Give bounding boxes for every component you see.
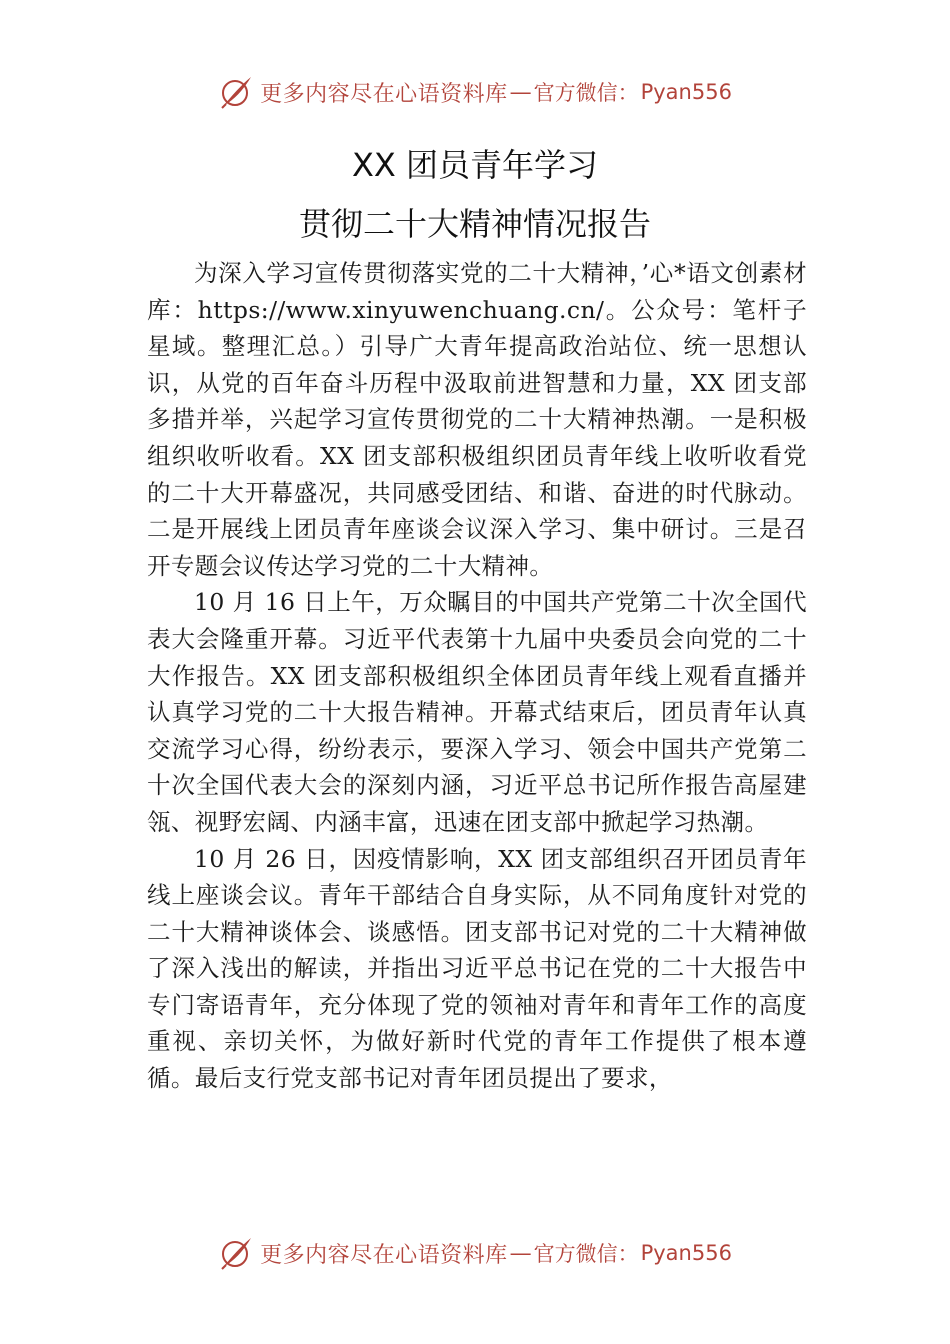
feather-pen-circle-icon (218, 1235, 254, 1271)
banner-label: 更多内容尽在心语资料库 (260, 1242, 508, 1268)
banner-label: 更多内容尽在心语资料库 (260, 81, 508, 107)
document-body (147, 255, 807, 1097)
wechat-label: 官方微信： (533, 1242, 639, 1266)
feather-pen-circle-icon (218, 74, 254, 110)
footer-banner (0, 1233, 950, 1273)
document-title-line2: 贯彻二十大精神情况报告 (298, 205, 651, 243)
wechat-id: Pyan556 (640, 1241, 732, 1265)
document-title-line1: XX 团员青年学习 (351, 146, 599, 184)
body-paragraph-3: 10 月 26 日，因疫情影响，XX 团支部组织召开团员青年线上座谈会议。青年干部结合自身实际，从不同角度针对党的二十大精神谈体会、谈感悟。团支部书记对党的二十大精神做了深入浅出的解读，并指出习近平总书记在党的二十大报告中专门寄语青年，充分体现了党的领袖对青年和青年工作的高度重视、亲切关怀，为做好新时代党的青年工作提供了根本遵循。最后支行党支部书记对青年团员提出了要求， (147, 844, 807, 1093)
banner-separator: — (509, 1240, 532, 1266)
header-banner (0, 72, 950, 112)
banner-separator: — (509, 79, 532, 105)
wechat-label: 官方微信： (533, 81, 639, 105)
body-paragraph-1: 为深入学习宣传贯彻落实党的二十大精神，’心*语文创素材库：https://www.xinyuwenchuang.cn/。公众号：笔杆子星域。整理汇总。）引导广大青年提高政治站位、统一思想认识，从党的百年奋斗历程中汲取前进智慧和力量，XX 团支部多措并举，兴起学习宣传贯彻党的二十大精神热潮。一是积极组织收听收看。XX 团支部积极组织团员青年线上收听收看党的二十大开幕盛况，共同感受团结、和谐、奋进的时代脉动。二是开展线上团员青年座谈会议深入学习、集中研讨。三是召开专题会议传达学习党的二十大精神。 (147, 259, 807, 580)
wechat-id: Pyan556 (640, 80, 732, 104)
body-paragraph-2: 10 月 16 日上午，万众瞩目的中国共产党第二十次全国代表大会隆重开幕。习近平代表第十九届中央委员会向党的二十大作报告。XX 团支部积极组织全体团员青年线上观看直播并认真学习党的二十大报告精神。开幕式结束后，团员青年认真交流学习心得，纷纷表示，要深入学习、领会中国共产党第二十次全国代表大会的深刻内涵，习近平总书记所作报告高屋建瓴、视野宏阔、内涵丰富，迅速在团支部中掀起学习热潮。 (147, 588, 807, 836)
